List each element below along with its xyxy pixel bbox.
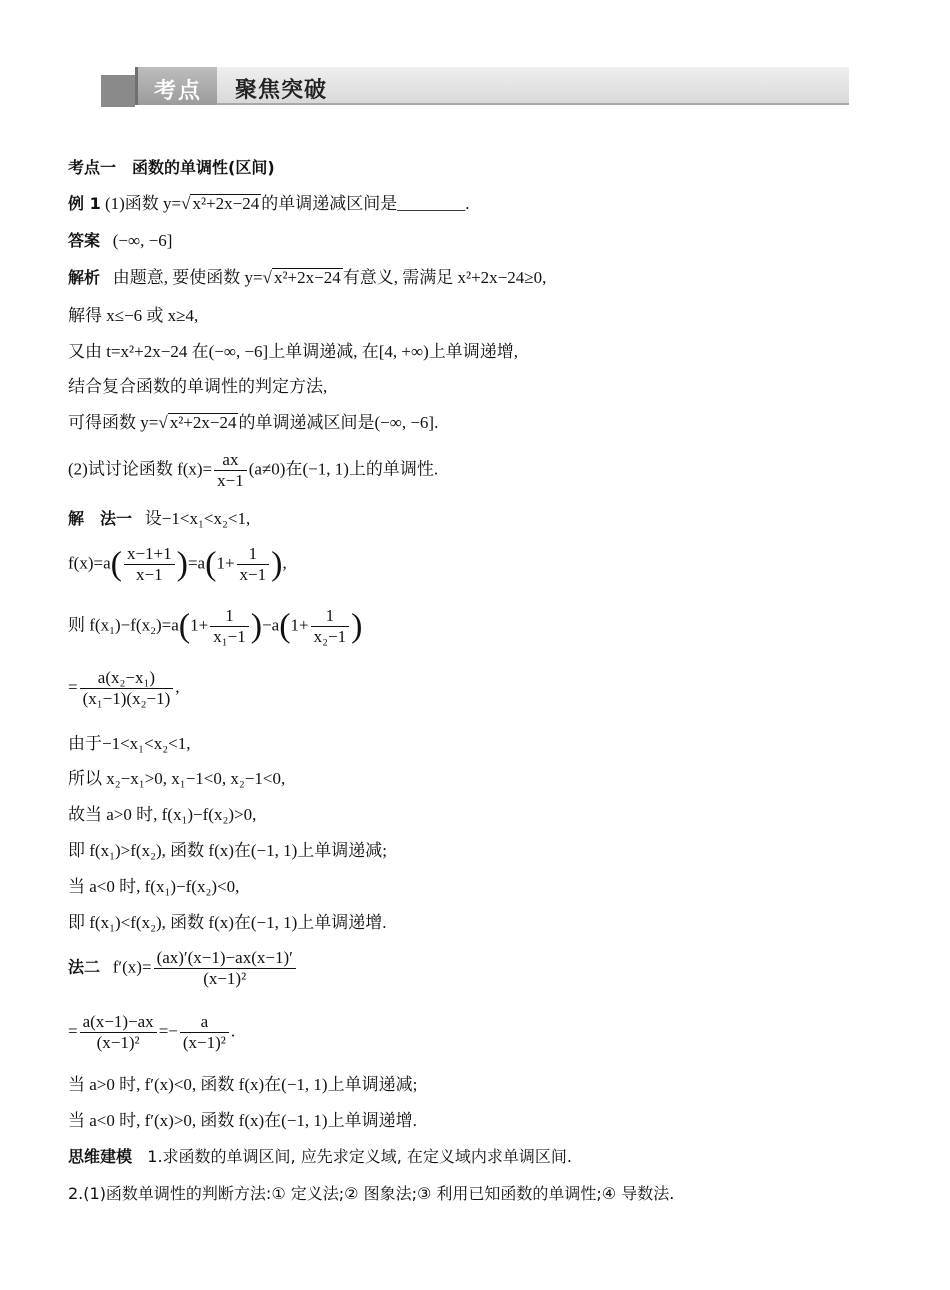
analysis-line-1: 解析 由题意, 要使函数 y=√ x²+2x−24 有意义, 需满足 x²+2x−24≥0, <box>68 268 547 287</box>
f-frac-2 <box>237 544 270 585</box>
res-den: (x₁−1)(x₂−1) <box>82 689 171 708</box>
method1-line-4: 所以 x₂−x₁>0, x₁−1<0, x₂−1<0, <box>68 769 286 788</box>
f-num: x−1+1 <box>124 544 175 565</box>
method2-label: 法二 <box>68 957 101 977</box>
method2-line-3: 当 a>0 时, f′(x)<0, 函数 f(x)在(−1, 1)上单调递减; <box>68 1075 418 1094</box>
m2-num2: a(x−1)−ax <box>80 1012 157 1033</box>
f-frac-1 <box>124 544 175 585</box>
m2-lhs: f′(x)= <box>112 957 152 977</box>
q2-den: x−1 <box>217 471 244 490</box>
f-n2: 1 <box>237 544 270 565</box>
analysis-l1b: 有意义, 需满足 x²+2x−24≥0, <box>342 268 547 287</box>
method2-simplify: = $\frac{a(x-1)-ax}{\text{(x−1)²}}$ =− $\frac{a}{\text{(x−1)²}}$ . <box>68 1012 236 1052</box>
m2-frac-1 <box>154 948 296 989</box>
example-question-1: 例 1 (1)函数 y=√ x²+2x−24 的单调递减区间是________. <box>68 194 470 213</box>
answer-text: (−∞, −6] <box>112 231 173 250</box>
thinking-l1: 1.求函数的单调区间, 应先求定义域, 在定义域内求单调区间. <box>147 1147 572 1166</box>
f-den: x−1 <box>136 565 163 584</box>
diff-lhs: 则 f(x₁)−f(x₂)=a <box>68 615 179 635</box>
analysis-label: 解析 <box>68 268 101 287</box>
method1-line-6: 即 f(x₁)>f(x₂), 函数 f(x)在(−1, 1)上单调递减; <box>68 841 388 860</box>
q1-suffix: 的单调递减区间是________. <box>261 194 470 213</box>
m2-den2: (x−1)² <box>96 1033 140 1052</box>
thinking-label: 思维建模 <box>68 1147 133 1166</box>
diff-d2: x₂−1 <box>313 627 347 646</box>
q2-fraction <box>214 450 247 491</box>
question-2 <box>68 450 438 491</box>
method1-difference: 则 f(x₁)−f(x₂)=a(1+ $\frac{1}{\text{x₁−1}}$ )−a(1+ $\frac{1}{\text{x₂−1}}$ ) <box>68 606 363 646</box>
method1-line-5: 故当 a>0 时, f(x₁)−f(x₂)>0, <box>68 805 257 824</box>
method1-f-expansion: f(x)=a( $\frac{x-1+1}{x-1}$ )=a(1+ $\frac{1}{x-1}$ ), <box>68 544 287 584</box>
q2-suffix: (a≠0)在(−1, 1)上的单调性. <box>248 459 439 479</box>
diff-d1: x₁−1 <box>213 627 246 646</box>
f-lhs: f(x)=a <box>68 553 111 573</box>
thinking-line-2: 2.(1)函数单调性的判断方法:① 定义法;② 图象法;③ 利用已知函数的单调性;④ 导数法. <box>68 1184 675 1203</box>
m2-frac-2 <box>80 1012 157 1053</box>
analysis-l5a: 可得函数 y= <box>68 413 159 432</box>
m2-num3: a <box>180 1012 229 1033</box>
analysis-radicand: x²+2x−24 <box>273 268 341 287</box>
diff-mid: −a <box>262 615 280 635</box>
res-num: a(x₂−x₁) <box>80 668 174 689</box>
analysis-line-4: 结合复合函数的单调性的判定方法, <box>68 377 328 396</box>
analysis-l5b: 的单调递减区间是(−∞, −6]. <box>238 413 439 432</box>
q1-radicand: x²+2x−24 <box>192 194 260 213</box>
analysis-line-5: 可得函数 y=√ x²+2x−24 的单调递减区间是(−∞, −6]. <box>68 413 439 432</box>
analysis-line-2: 解得 x≤−6 或 x≥4, <box>68 306 199 325</box>
method1-l0: 设−1<x₁<x₂<1, <box>144 509 251 528</box>
answer-line <box>68 229 172 253</box>
diff-one-2: 1+ <box>290 615 309 635</box>
banner-bar <box>217 67 849 105</box>
f-mid: =a <box>187 553 206 573</box>
m2-den: (x−1)² <box>203 969 247 988</box>
section-title: 考点一 函数的单调性(区间) <box>68 158 275 177</box>
banner-shade <box>101 75 135 107</box>
diff-frac-2 <box>311 606 350 647</box>
method1-line-3: 由于−1<x₁<x₂<1, <box>68 734 191 753</box>
result-fraction <box>80 668 174 709</box>
q1-prefix: (1)函数 y= <box>104 194 182 213</box>
section-banner <box>101 67 849 107</box>
f-d2: x−1 <box>239 565 267 584</box>
example-label: 例 1 <box>68 194 101 213</box>
method1-label: 解 法一 <box>68 509 133 528</box>
analysis-l1a: 由题意, 要使函数 y= <box>112 268 263 287</box>
m2-frac-3 <box>180 1012 229 1053</box>
f-end: , <box>282 553 287 573</box>
method2-derivative <box>68 948 298 989</box>
diff-n1: 1 <box>210 606 249 627</box>
method1-result: = $\frac{\text{a(x₂−x₁)}}{\text{(x₁−1)(x₂−1)}}$ , <box>68 668 180 708</box>
method2-line-4: 当 a<0 时, f′(x)>0, 函数 f(x)在(−1, 1)上单调递增. <box>68 1111 417 1130</box>
analysis-l5-radicand: x²+2x−24 <box>169 413 237 432</box>
banner-title: 聚焦突破 <box>235 78 328 103</box>
analysis-line-3: 又由 t=x²+2x−24 在(−∞, −6]上单调递减, 在[4, +∞)上单调递增, <box>68 342 518 361</box>
answer-label: 答案 <box>68 231 101 250</box>
diff-one-1: 1+ <box>190 615 209 635</box>
m2-num: (ax)′(x−1)−ax(x−1)′ <box>154 948 296 969</box>
method1-line-8: 即 f(x₁)<f(x₂), 函数 f(x)在(−1, 1)上单调递增. <box>68 913 387 932</box>
method1-line-0 <box>68 507 250 531</box>
q2-prefix: (2)试讨论函数 f(x)= <box>68 459 213 479</box>
thinking-line-1 <box>68 1145 572 1169</box>
f-one: 1+ <box>216 553 235 573</box>
diff-frac-1 <box>210 606 249 647</box>
q2-num: ax <box>214 450 247 471</box>
m2-den3: (x−1)² <box>182 1033 226 1052</box>
method1-line-7: 当 a<0 时, f(x₁)−f(x₂)<0, <box>68 877 240 896</box>
diff-n2: 1 <box>311 606 350 627</box>
banner-tag-text: 考点 <box>154 79 203 104</box>
